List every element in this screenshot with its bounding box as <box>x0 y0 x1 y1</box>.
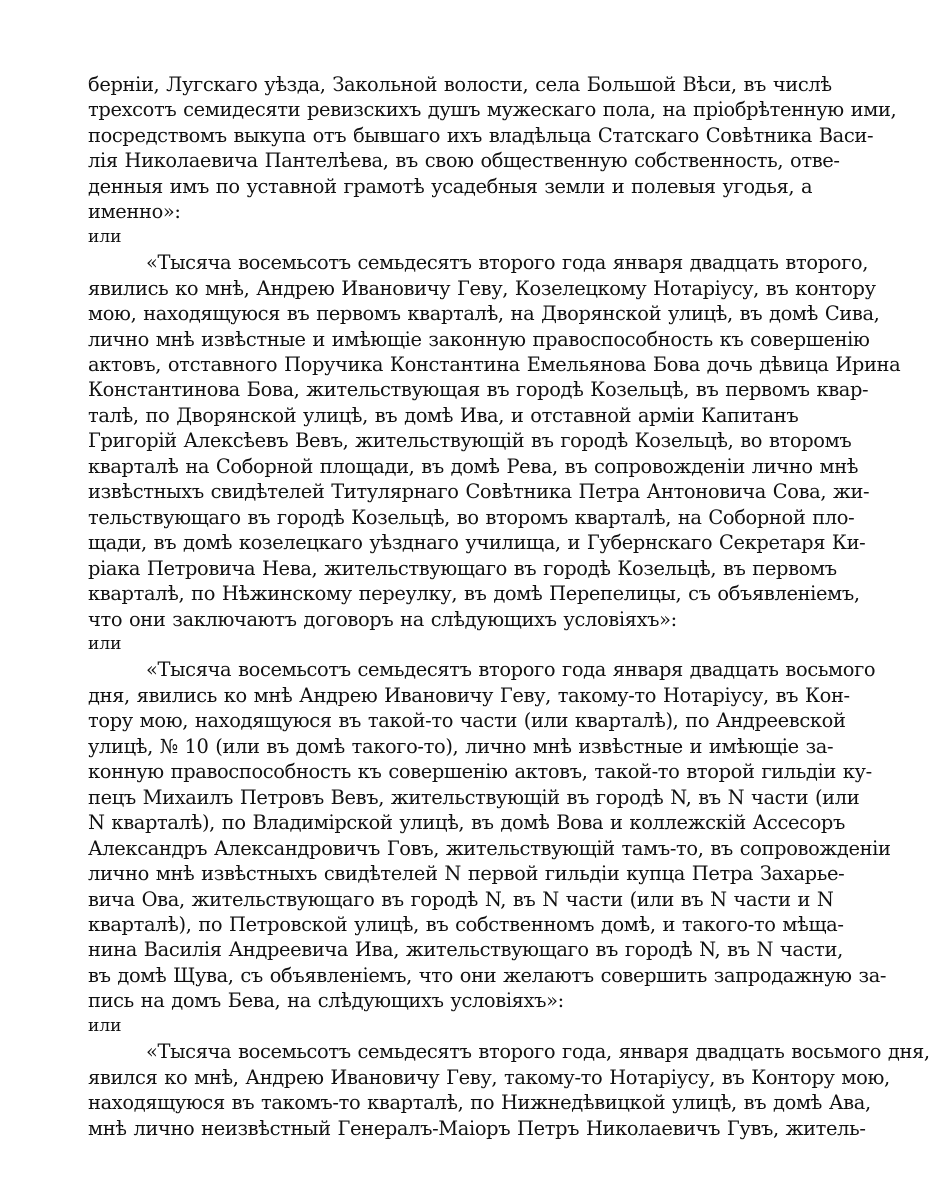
text-line: нина Василія Андреевича Ива, жительствующаго въ городѣ N, въ N части, <box>88 938 843 962</box>
paragraph-continuation <box>88 72 897 225</box>
text-line: кварталѣ), по Петровской улицѣ, въ собственномъ домѣ, и такого-то мѣща- <box>88 912 844 936</box>
text-line: кварталѣ на Соборной площади, въ домѣ Рева, въ сопровожденіи лично мнѣ <box>88 454 859 478</box>
separator-ili: или <box>88 1015 122 1036</box>
text-line: дня, явились ко мнѣ Андрею Ивановичу Геву, такому-то Нотаріусу, въ Кон- <box>88 683 850 707</box>
text-line: N кварталѣ), по Владимірской улицѣ, въ домѣ Вова и коллежскій Ассесоръ <box>88 811 845 835</box>
text-line: ріака Петровича Нева, жительствующаго въ городѣ Козельцѣ, въ первомъ <box>88 556 837 580</box>
text-line: явились ко мнѣ, Андрею Ивановичу Геву, Козелецкому Нотаріусу, въ контору <box>88 276 876 300</box>
paragraph-example-1 <box>88 250 901 632</box>
text-line: тору мою, находящуюся въ такой-то части (или кварталѣ), по Андреевской <box>88 709 846 733</box>
text-line: явился ко мнѣ, Андрею Ивановичу Геву, такому-то Нотаріусу, въ Контору мою, <box>88 1065 890 1089</box>
text-line: посредствомъ выкупа отъ бывшаго ихъ владѣльца Статскаго Совѣтника Васи- <box>88 123 874 147</box>
text-line: мою, находящуюся въ первомъ кварталѣ, на Дворянской улицѣ, въ домѣ Сива, <box>88 302 880 326</box>
text-line: актовъ, отставного Поручика Константина Емельянова Бова дочь дѣвица Ирина <box>88 352 901 376</box>
text-line: Александръ Александровичъ Говъ, жительствующій тамъ-то, въ сопровожденіи <box>88 836 891 860</box>
text-line: находящуюся въ такомъ-то кварталѣ, по Нижнедѣвицкой улицѣ, въ домѣ Ава, <box>88 1091 871 1115</box>
text-line: пись на домъ Бева, на слѣдующихъ условіяхъ»: <box>88 989 564 1013</box>
text-line: Григорій Алексѣевъ Вевъ, жительствующій въ городѣ Козельцѣ, во второмъ <box>88 429 852 453</box>
text-line: извѣстныхъ свидѣтелей Титулярнаго Совѣтника Петра Антоновича Сова, жи- <box>88 480 870 504</box>
text-line: конную правоспособность къ совершенію актовъ, такой-то второй гильдіи ку- <box>88 760 872 784</box>
text-line: денныя имъ по уставной грамотѣ усадебныя земли и полевыя угодья, а <box>88 174 813 198</box>
paragraph-example-2 <box>88 657 891 1013</box>
text-line: лія Николаевича Пантелѣева, въ свою общественную собственность, отве- <box>88 149 840 173</box>
text-line: Константинова Бова, жительствующая въ городѣ Козельцѣ, въ первомъ квар- <box>88 378 869 402</box>
text-line: лично мнѣ извѣстныхъ свидѣтелей N первой гильдіи купца Петра Захарье- <box>88 862 845 886</box>
text-line: тельствующаго въ городѣ Козельцѣ, во второмъ кварталѣ, на Соборной пло- <box>88 505 855 529</box>
text-line: кварталѣ, по Нѣжинскому переулку, въ домѣ Перепелицы, съ объявленіемъ, <box>88 582 860 606</box>
paragraph-example-3 <box>88 1039 930 1141</box>
text-line: талѣ, по Дворянской улицѣ, въ домѣ Ива, и отставной арміи Капитанъ <box>88 403 799 427</box>
text-line: «Тысяча восемьсотъ семьдесятъ второго года, января двадцать восьмого дня, <box>146 1040 930 1064</box>
text-line: щади, въ домѣ козелецкаго уѣзднаго училища, и Губернскаго Секретаря Ки- <box>88 531 866 555</box>
text-line: лично мнѣ извѣстные и имѣющіе законную правоспособность къ совершенію <box>88 327 870 351</box>
text-line: вича Ова, жительствующаго въ городѣ N, въ N части (или въ N части и N <box>88 887 834 911</box>
separator-ili: или <box>88 226 122 247</box>
text-line: улицѣ, № 10 (или въ домѣ такого-то), лично мнѣ извѣстные и имѣющіе за- <box>88 734 834 758</box>
separator-ili: или <box>88 633 122 654</box>
text-line: что они заключаютъ договоръ на слѣдующихъ условіяхъ»: <box>88 607 677 631</box>
text-line: «Тысяча восемьсотъ семьдесятъ второго года января двадцать восьмого <box>146 658 876 682</box>
document-page <box>88 72 930 1141</box>
text-line: трехсотъ семидесяти ревизскихъ душъ мужескаго пола, на пріобрѣтенную ими, <box>88 98 897 122</box>
text-line: берніи, Лугскаго уѣзда, Закольной волости, села Большой Вѣси, въ числѣ <box>88 73 832 96</box>
text-line: пецъ Михаилъ Петровъ Вевъ, жительствующій въ городѣ N, въ N части (или <box>88 785 860 809</box>
text-line: мнѣ лично неизвѣстный Генералъ-Маіоръ Петръ Николаевичъ Гувъ, житель- <box>88 1116 866 1140</box>
text-line: «Тысяча восемьсотъ семьдесятъ второго года января двадцать второго, <box>146 251 869 275</box>
text-line: именно»: <box>88 200 181 224</box>
text-line: въ домѣ Щува, съ объявленіемъ, что они желаютъ совершить запродажную за- <box>88 963 887 987</box>
